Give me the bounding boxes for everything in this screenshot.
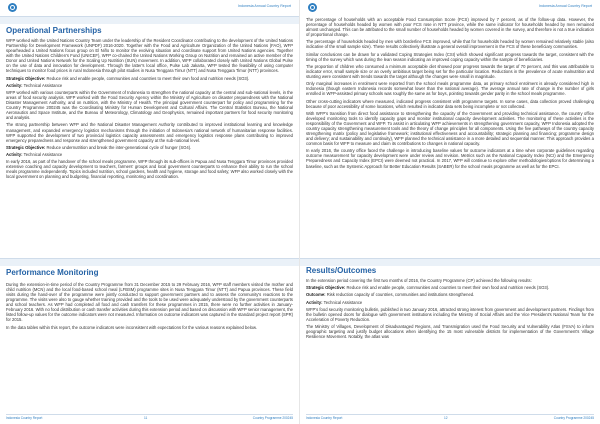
lead-label: Activity: — [306, 299, 323, 305]
section-title-results-outcomes: Results/Outcomes — [306, 266, 377, 275]
paragraph: Outcome: Risk reduction capacity of countries, communities and institutions strengthened. — [306, 292, 475, 298]
page-header — [308, 3, 592, 13]
header-title: Indonesia Annual Country Report — [238, 4, 291, 8]
operational-partnerships-text — [6, 38, 293, 182]
page-number: 11 — [144, 416, 148, 420]
paragraph: With WFP's transition from direct food assistance to strengthening the capacity of the Government and providing technical assistance, the country office developed monitoring tools to identify capacity gaps and monitor institutional capacity development activities. The monitoring of these activities is the responsibility of the Government and WFP. To assist in articulating WFP achievements in strengthening government capacity, WFP Indonesia adopted the country capacity strengthening measurement tools and the theory of change principles for all components. Using the five pathways of the country capacity strengthening matrix (policy and legislative framework; institutional effectiveness and accountability; strategic planning and financing; programme design and delivery; and sustainability and continuity), WFP planned the technical assistance in a more detailed and sequential manner. This approach provides a common basis for WFP to measure and claim its contributions to changes in national capacity. — [306, 110, 594, 147]
page-footer — [6, 414, 293, 422]
paragraph: The percentage of households headed by men with borderline FCS improved, while that for households headed by women remained relatively stable (also indicative of the small sample size). These results collectively illustrate a general overall improvement in the FCS of these beneficiary communities. — [306, 39, 594, 50]
footer-right: Country Programme 200245 — [252, 416, 293, 420]
lead-label: Activity: — [6, 152, 23, 158]
lead-label: Strategic Objective: — [6, 75, 46, 81]
paragraph: In the data tables within this report, the outcome indicators were inconsistent with expectations for the various reasons explained below. — [6, 324, 257, 330]
performance-monitoring-text — [6, 282, 293, 332]
paragraph: The percentage of households with an acceptable Food Consumption Score (FCS) improved by 7 percent, as of the follow-up data. However, the percentage of households headed by women with poor FCS rose in NTT province, while the same indicator for households headed by men remained almost unchanged. This can be attributed to the small number of households headed by women covered in the survey, and therefore is not a true indication of proportional change. — [306, 17, 594, 38]
paragraph: In the extension period covering the first two months of 2016, the Country Programme (CP) achieved the following results: — [306, 278, 532, 283]
paragraph: The strong partnership between WFP and the National Disaster Management Authority contributed to improved institutional learning and knowledge management, and expanded emergency logistics mechanisms through the initiation of Indonesia's national network of humanitarian response facilities. WFP supported the development of two provincial logistics capacity assessments and emergency logistics response plans contributing to improved emergency preparedness and response and strengthened government capacity at the sub-national level. — [6, 122, 293, 143]
section-band — [0, 258, 299, 266]
paragraph: In early 2016, as part of the handover of the school meals programme, WFP through its sub-offices in Papua and Nusa Tenggara Timur provinces provided extensive coaching and capacity development to teachers, farmers' groups and local government counterparts to enhance their ability to run the school meals programme independently. Topics included nutrition, school gardens, health and hygiene, storage and food safety; WFP also worked closely with the local government on planning and budgeting, financial reporting, monitoring and coordination. — [6, 159, 293, 180]
paragraph: During the extension-in-time period of the Country Programme from 31 December 2015 to 29 February 2016, WFP staff members visited the mother and child nutrition (MCN) and the local food-based school meal (LFBSM) programme sites in Nusa Tenggara Timur (NTT) and Papua provinces. These field visits during the hand-over of the programme were jointly conducted to support government partners and to assess the community's reactions to the programme. The visits were also to gauge whether training provided and the tools to be used were adequately understood by the government counterparts and school teachers. As WFP had completed all food and cash transfers for these programmes in 2015, there were no further activities in January-February 2016. With no food distribution or cash transfer activities during this extension period and based on discussion with WFP senior management, the listed follow-up values for the outcome indicators were not measured. Information on outcome indicators was captured in the standard project report (SPR) for 2015. — [6, 282, 293, 323]
page-number: 12 — [444, 416, 448, 420]
footer-left: Indonesia Country Report — [6, 416, 43, 420]
paragraph: WFP's food security monitoring bulletin, published in two January 2016, attracted strong interest from government and development partners. Findings from the bulletin opened doors for dialogue with government institutions including the Ministry of Social Affairs and the Vice President's National Team for the Acceleration of Poverty Reduction. — [306, 306, 594, 323]
section-title-performance-monitoring: Performance Monitoring — [6, 268, 99, 277]
paragraph: Strategic Objective: Reduce risk and enable people, communities and countries to meet their own food and nutrition needs (SO3). — [6, 75, 250, 81]
paragraph: Activity: Technical Assistance — [6, 82, 63, 88]
page-header — [8, 3, 291, 13]
paragraph: WFP worked with the United Nations Country Team under the leadership of the Resident Coordinator contributing to the development of the United Nations Partnership for Development Framework (UNPDF) 2016-2020. Together with the Food and Agriculture Organization of the United Nations (FAO), WFP spearheaded a United Nations focus group on El Niño to monitor the evolving situation and coordinate support from United Nations agencies. Together with the United Nations Children's Fund (UNICEF), WFP co-chaired the United Nations Working Group on Nutrition and remained an active member of the Donor and United Nations Network for the Scaling Up Nutrition (SUN) movement. In addition, WFP collaborated closely with United Nations Global Pulse on the use of data and innovation for development. Through the latter's local office, Pulse Lab Jakarta, WFP tested the feasibility of using computer techniques to monitor food prices in rural Indonesia through pilot studies in Nusa Tenggara Timur (NTT) and Nusa Tenggara Timur (NTT) provinces. — [6, 38, 293, 74]
lead-label: Activity: — [6, 82, 23, 88]
section-band — [300, 258, 600, 266]
wfp-logo-icon — [8, 3, 17, 12]
paragraph: Similar conclusions can be drawn for a validated Coping Strategies Index (CSI) which showed significant progress towards the target, consistent with the timing of the survey which was during the lean season indicating an improved coping capacity within the sample of beneficiaries. — [306, 51, 594, 62]
footer-right: Country Programme 200245 — [553, 416, 594, 420]
lead-label: Strategic Objective: — [6, 144, 46, 150]
paragraph: Activity: Technical Assistance — [6, 152, 63, 158]
section-band — [0, 16, 299, 24]
footer-left: Indonesia Country Report — [306, 416, 343, 420]
paragraph: WFP worked with various counterparts within the Government of Indonesia to strengthen the national capacity at the central and sub-national levels, in the areas of food security analysis. WFP worked with the Food Security Agency within the Ministry of Agriculture on disaster preparedness with the National Disaster Management Authority, and on nutrition, with the Ministry of Health. The principal government counterpart for policy and programming for the Country Programme 200245 was the Coordinating Ministry for Human Development and Cultural Affairs. The Central Statistics Bureau, the National Aeronautics and Space Institute, and the Bureau of Meteorology, Climatology and Geophysics, remained important partners for food security monitoring and analysis. — [6, 89, 293, 121]
paragraph: The proportion of children who consumed a minimum acceptable diet showed poor progress towards the target of 70 percent, and this was attributable to indicator error, small sample size or an overly ambitious target being set for the particular location. Reductions in the prevalence of acute malnutrition and stunting were consistent with trends towards the target although the changes were small in magnitude. — [306, 63, 594, 80]
paragraph: Strategic Objective: Reduce risk and enable people, communities and countries to meet their own food and nutrition needs (SO3). — [306, 285, 550, 291]
right-page — [300, 0, 600, 424]
outcome-analysis-text — [306, 17, 594, 171]
page-footer — [306, 414, 594, 422]
paragraph: Strategic Objective: Reduce undernutrition and break the inter-generational cycle of hunger (SO4). — [6, 144, 192, 150]
paragraph: Activity: Technical Assistance — [306, 299, 363, 305]
section-title-operational-partnerships: Operational Partnerships — [6, 26, 102, 35]
paragraph: Other cross-cutting indicators where measured, indicated progress consistent with programme targets. In some cases, data collection proved challenging because of poor accessibility of some locations, which resulted in indicator data sets being incomplete or not collected. — [306, 98, 594, 109]
paragraph: In early 2016, the country office faced the challenge in introducing baseline values for outcome indicators at a time when corporate guidelines regarding outcome measurement for capacity development were under review and revision. Metrics such as the National Capacity Index (NCI) and the Emergency Preparedness and Capacity Index (EPCI) were deemed not practical. In 2017, WFP will continue to explore other methodologies/options for determining a baseline, such as the Systemic Approach for Better Education Results (SABER) for the school meals programme as well as for the EPCI. — [306, 148, 594, 169]
results-outcomes-text — [306, 278, 594, 342]
paragraph: The Ministry of Villages, Development of Disadvantaged Regions, and Transmigration used the Food Security and Vulnerability Atlas (FSVA) to inform geographic targeting and justify budget allocations when identifying the 15 most vulnerable districts for implementation of the Government's Village Resilience Movement. Notably, the atlas was — [306, 324, 594, 340]
wfp-logo-icon — [308, 3, 317, 12]
paragraph: Only marginal increases in enrolment were reported from the school meals programme data, as primary school enrolment is already considered high in Indonesia (though eastern Indonesia records somewhat lower than the national average). The average annual rate of change in the number of girls enrolled in WFP-assisted primary schools was roughly the same as for boys, pointing towards gender parity in the school meals programme. — [306, 81, 594, 97]
header-title: Indonesia Annual Country Report — [539, 4, 592, 8]
lead-label: Outcome: — [306, 292, 326, 298]
lead-label: Strategic Objective: — [306, 285, 346, 291]
